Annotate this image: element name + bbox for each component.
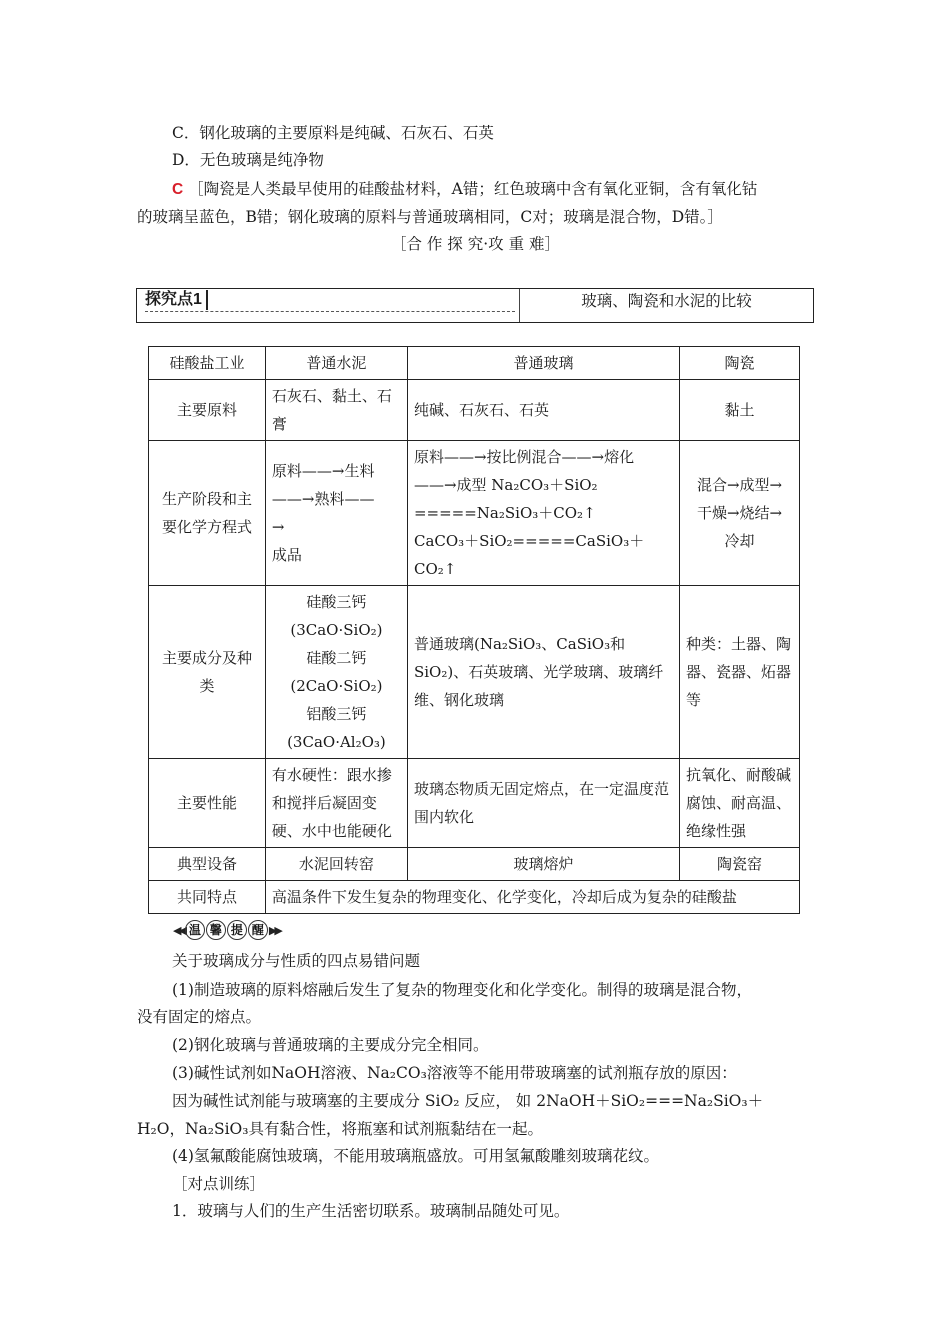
process-line: 原料——→按比例混合——→熔化 [413, 448, 635, 466]
tip-point-3-cont: 因为碱性试剂能与玻璃塞的主要成分 SiO₂ 反应， 如 2NaOH＋SiO₂===Na₂SiO₃＋ [172, 1092, 764, 1110]
tip-point-3: (3)碱性试剂如NaOH溶液、Na₂CO₃溶液等不能用带玻璃塞的试剂瓶存放的原因： [172, 1064, 737, 1082]
ceramic-cell: 黏土 [680, 380, 800, 441]
row-label: 主要原料 [149, 380, 266, 441]
tip-char: 醒 [248, 920, 268, 940]
tip-char: 提 [227, 920, 247, 940]
topic-tag-cell [137, 289, 520, 322]
tip-point-4: (4)氢氟酸能腐蚀玻璃，不能用玻璃瓶盛放。可用氢氟酸雕刻玻璃花纹。 [172, 1147, 659, 1165]
process-line: 干燥→烧结→ [696, 504, 783, 522]
practice-label: ［对点训练］ [172, 1175, 266, 1193]
ceramic-cell [680, 441, 800, 586]
cement-cell [265, 441, 407, 586]
table-header-row [149, 347, 800, 380]
process-line: → [271, 518, 285, 536]
process-line: ——→成型 Na₂CO₃＋SiO₂ [413, 476, 598, 494]
glass-cell [407, 441, 679, 586]
composition-line: (2CaO·SiO₂) [290, 677, 383, 695]
glass-cell: 玻璃态物质无固定熔点，在一定温度范围内软化 [407, 759, 679, 848]
answer-line-2: 的玻璃呈蓝色，B错；钢化玻璃的原料与普通玻璃相同，C对；玻璃是混合物，D错。］ [137, 208, 723, 226]
ceramic-cell: 抗氧化、耐酸碱腐蚀、耐高温、绝缘性强 [680, 759, 800, 848]
cement-cell: 石灰石、黏土、石膏 [265, 380, 407, 441]
section-header: ［合 作 探 究·攻 重 难］ [390, 235, 561, 253]
tip-point-1-cont: 没有固定的熔点。 [137, 1008, 262, 1026]
tip-heading: 关于玻璃成分与性质的四点易错问题 [172, 952, 421, 970]
answer-explanation-1: ［陶瓷是人类最早使用的硅酸盐材料，A错；红色玻璃中含有氧化亚铜，含有氧化钴 [188, 180, 758, 198]
row-label: 主要成分及种类 [149, 586, 266, 759]
glass-cell: 纯碱、石灰石、石英 [407, 380, 679, 441]
table-row [149, 380, 800, 441]
topic-underline [145, 311, 515, 312]
table-row [149, 848, 800, 881]
tip-point-2: (2)钢化玻璃与普通玻璃的主要成分完全相同。 [172, 1036, 489, 1054]
glass-cell: 玻璃熔炉 [407, 848, 679, 881]
header-cell: 普通玻璃 [407, 347, 679, 380]
tip-char: 温 [185, 920, 205, 940]
table-row [149, 441, 800, 586]
cement-cell [265, 586, 407, 759]
composition-line: 铝酸三钙 [306, 705, 367, 723]
option-d: D．无色玻璃是纯净物 [172, 151, 324, 169]
process-line: 冷却 [724, 532, 755, 550]
cement-cell: 有水硬性：跟水掺和搅拌后凝固变硬、水中也能硬化 [265, 759, 407, 848]
process-line: ——→熟料—— [271, 490, 375, 508]
double-right-arrow-icon: ▶▶ [268, 924, 280, 937]
row-label: 典型设备 [149, 848, 266, 881]
double-left-arrow-icon: ◀◀ [173, 924, 184, 937]
process-line: 成品 [271, 546, 302, 564]
topic-tag: 探究点1 [145, 290, 208, 310]
ceramic-cell: 陶瓷窑 [680, 848, 800, 881]
row-label: 主要性能 [149, 759, 266, 848]
tip-badge [173, 920, 280, 940]
glass-cell: 普通玻璃(Na₂SiO₃、CaSiO₃和SiO₂)、石英玻璃、光学玻璃、玻璃纤维、钢化玻璃 [407, 586, 679, 759]
ceramic-cell: 种类：土器、陶器、瓷器、炻器等 [680, 586, 800, 759]
composition-line: (3CaO·Al₂O₃) [287, 733, 386, 751]
process-line: 混合→成型→ [696, 476, 783, 494]
row-label: 生产阶段和主要化学方程式 [149, 441, 266, 586]
header-cell: 普通水泥 [265, 347, 407, 380]
tip-point-1: (1)制造玻璃的原料熔融后发生了复杂的物理变化和化学变化。制得的玻璃是混合物， [172, 981, 752, 999]
tip-point-3-cont2: H₂O，Na₂SiO₃具有黏合性，将瓶塞和试剂瓶黏结在一起。 [137, 1120, 543, 1138]
process-line: CaCO₃＋SiO₂=====CaSiO₃＋CO₂↑ [413, 532, 645, 578]
table-row [149, 881, 800, 914]
composition-line: 硅酸三钙 [306, 593, 367, 611]
composition-line: (3CaO·SiO₂) [290, 621, 383, 639]
option-c: C．钢化玻璃的主要原料是纯碱、石灰石、石英 [172, 124, 494, 142]
comparison-table [148, 346, 800, 914]
topic-title: 玻璃、陶瓷和水泥的比较 [581, 292, 752, 310]
table-row [149, 759, 800, 848]
tip-char: 馨 [206, 920, 226, 940]
process-line: =====Na₂SiO₃＋CO₂↑ [413, 504, 596, 522]
practice-question-1: 1．玻璃与人们的生产生活密切联系。玻璃制品随处可见。 [172, 1202, 570, 1220]
common-cell: 高温条件下发生复杂的物理变化、化学变化，冷却后成为复杂的硅酸盐 [265, 881, 799, 914]
process-line: 原料——→生料 [271, 462, 375, 480]
composition-line: 硅酸二钙 [306, 649, 367, 667]
header-cell: 硅酸盐工业 [149, 347, 266, 380]
table-row [149, 586, 800, 759]
row-label: 共同特点 [149, 881, 266, 914]
answer-line-1 [172, 179, 757, 200]
topic-box [136, 288, 814, 323]
cement-cell: 水泥回转窑 [265, 848, 407, 881]
header-cell: 陶瓷 [680, 347, 800, 380]
answer-letter: C [172, 181, 184, 198]
